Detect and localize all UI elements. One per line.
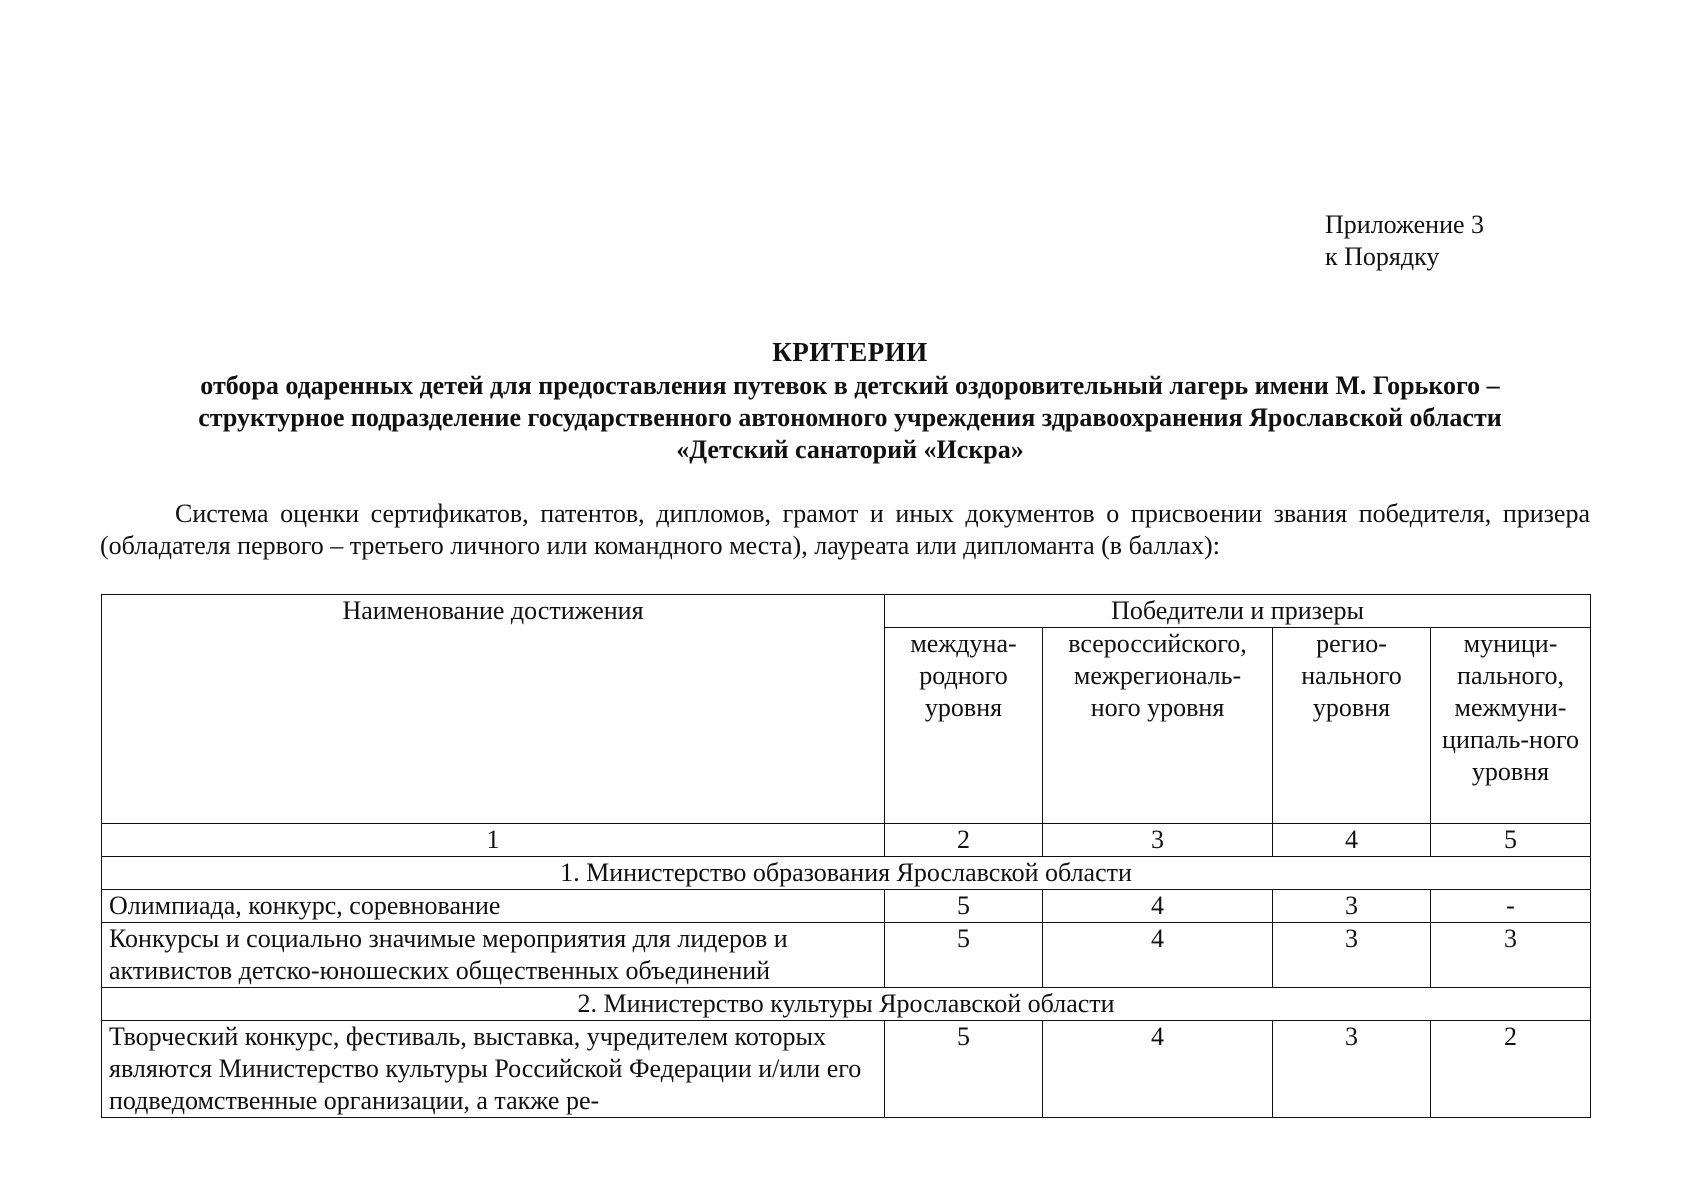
achievement-name: Творческий конкурс, фестиваль, выставка, учредителем которых являются Министерство культуры Российской Федерации и/или его подведомственные организации, а также ре- xyxy=(102,1021,885,1118)
col-number: 4 xyxy=(1273,824,1431,857)
achievement-name: Конкурсы и социально значимые мероприятия для лидеров и активистов детско-юношеских общественных объединений xyxy=(102,923,885,988)
score-municipal: 3 xyxy=(1431,923,1591,988)
score-national: 4 xyxy=(1043,1021,1273,1118)
criteria-table xyxy=(101,594,1591,1118)
title-main: КРИТЕРИИ xyxy=(772,337,928,367)
appendix-line-2: к Порядку xyxy=(1325,242,1440,271)
col-header-group: Победители и призеры xyxy=(885,595,1591,628)
score-regional: 3 xyxy=(1273,890,1431,923)
col-number: 2 xyxy=(885,824,1043,857)
score-national: 4 xyxy=(1043,890,1273,923)
col-header-regional: регио-нального уровня xyxy=(1273,628,1431,824)
score-municipal: 2 xyxy=(1431,1021,1591,1118)
score-international: 5 xyxy=(885,923,1043,988)
appendix-line-1: Приложение 3 xyxy=(1325,210,1485,239)
section-title: 1. Министерство образования Ярославской области xyxy=(102,857,1591,890)
section-title: 2. Министерство культуры Ярославской области xyxy=(102,988,1591,1021)
title-line-3: «Детский санаторий «Искра» xyxy=(676,435,1024,464)
score-municipal: - xyxy=(1431,890,1591,923)
col-header-international: междуна-родного уровня xyxy=(885,628,1043,824)
table-row xyxy=(102,890,1591,923)
intro-text: Система оценки сертификатов, патентов, дипломов, грамот и иных документов о присвоении звания победителя, призера (обладателя первого – третьего личного или командного места), лауреата или дипломанта (в баллах): xyxy=(100,499,1590,560)
column-number-row xyxy=(102,824,1591,857)
table-row xyxy=(102,923,1591,988)
col-header-name: Наименование достижения xyxy=(102,595,885,824)
section-row xyxy=(102,857,1591,890)
score-international: 5 xyxy=(885,1021,1043,1118)
score-regional: 3 xyxy=(1273,923,1431,988)
table-row xyxy=(102,1021,1591,1118)
col-header-municipal: муници-пального, межмуни-ципаль-ного уровня xyxy=(1431,628,1591,824)
header-row-1 xyxy=(102,595,1591,628)
col-header-national: всероссийского, межрегиональ-ного уровня xyxy=(1043,628,1273,824)
title-line-1: отбора одаренных детей для предоставления путевок в детский оздоровительный лагерь имени М. Горького – xyxy=(200,371,1500,400)
col-number: 3 xyxy=(1043,824,1273,857)
col-number: 1 xyxy=(102,824,885,857)
score-international: 5 xyxy=(885,890,1043,923)
score-national: 4 xyxy=(1043,923,1273,988)
title-line-2: структурное подразделение государственного автономного учреждения здравоохранения Ярославской области xyxy=(198,403,1502,432)
achievement-name: Олимпиада, конкурс, соревнование xyxy=(102,890,885,923)
col-number: 5 xyxy=(1431,824,1591,857)
intro-paragraph xyxy=(100,498,1590,562)
score-regional: 3 xyxy=(1273,1021,1431,1118)
document-title xyxy=(100,334,1600,466)
appendix-note xyxy=(1325,209,1484,273)
section-row xyxy=(102,988,1591,1021)
